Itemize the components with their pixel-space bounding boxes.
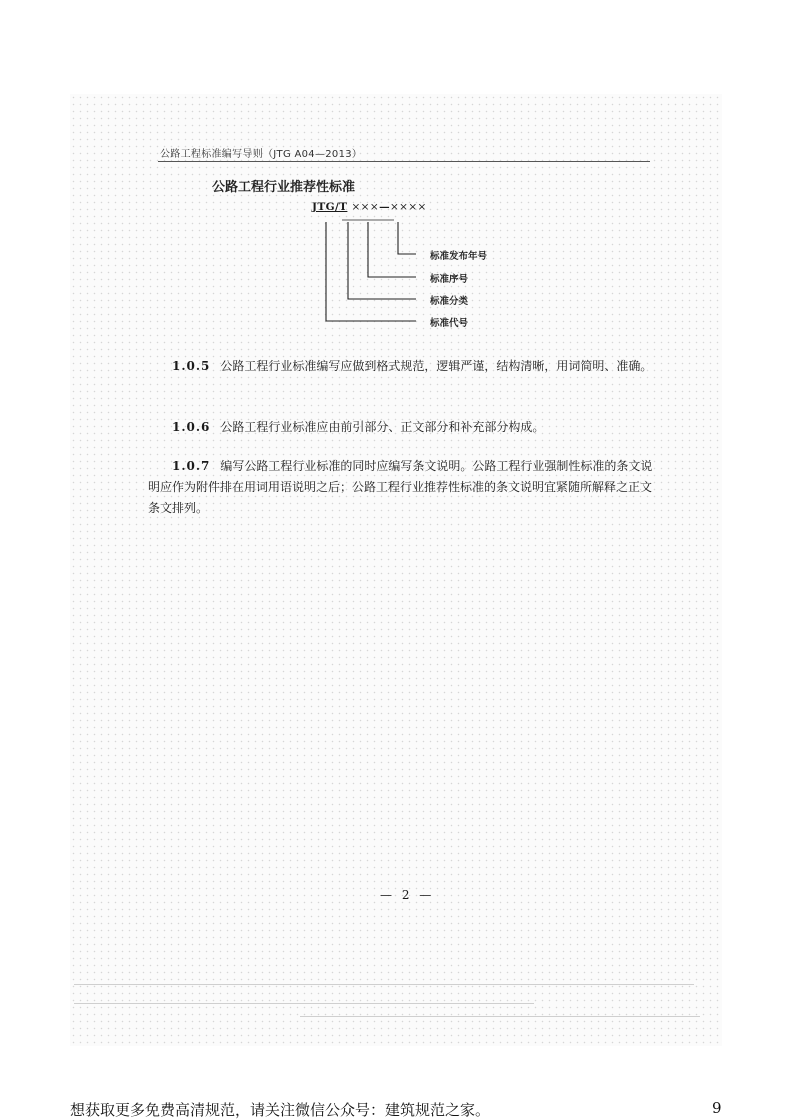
footer-notice: 想获取更多免费高清规范，请关注微信公众号：建筑规范之家。 — [70, 1101, 491, 1119]
clause-1-0-6 — [148, 417, 658, 438]
running-header: 公路工程标准编写导则（JTG A04—2013） — [160, 149, 363, 160]
bracket-category — [348, 222, 416, 299]
code-sequence: ××× — [351, 201, 380, 213]
scan-artifact-line — [300, 1016, 700, 1017]
scan-artifact-line — [74, 1003, 534, 1004]
label-code: 标准代号 — [430, 318, 469, 329]
clause-number: 1.0.7 — [172, 459, 211, 473]
label-sequence: 标准序号 — [430, 274, 469, 285]
clause-1-0-5 — [148, 356, 658, 377]
clause-text: 公路工程行业标准编写应做到格式规范，逻辑严谨，结构清晰，用词简明、准确。 — [220, 359, 653, 373]
label-category: 标准分类 — [430, 296, 469, 307]
code-year: ×××× — [389, 201, 427, 213]
code-prefix: JTG/T — [312, 201, 348, 213]
clause-text: 公路工程行业标准应由前引部分、正文部分和补充部分构成。 — [220, 420, 545, 434]
code-dash: — — [379, 201, 390, 213]
diagram-title: 公路工程行业推荐性标准 — [212, 180, 356, 195]
bracket-sequence — [368, 222, 416, 277]
page-number: — 2 — — [380, 888, 435, 902]
clause-number: 1.0.5 — [172, 359, 211, 373]
label-release-year: 标准发布年号 — [430, 251, 488, 262]
clause-1-0-7 — [148, 456, 658, 519]
clause-text: 编写公路工程行业标准的同时应编写条文说明。公路工程行业强制性标准的条文说明应作为附件排在用词用语说明之后；公路工程行业推荐性标准的条文说明宜紧随所解释之正文条文排列。 — [148, 459, 653, 515]
bracket-year — [398, 222, 416, 254]
bracket-code — [326, 222, 416, 321]
footer-page-number: 9 — [712, 1099, 722, 1117]
clause-number: 1.0.6 — [172, 420, 211, 434]
scan-artifact-line — [74, 984, 694, 985]
